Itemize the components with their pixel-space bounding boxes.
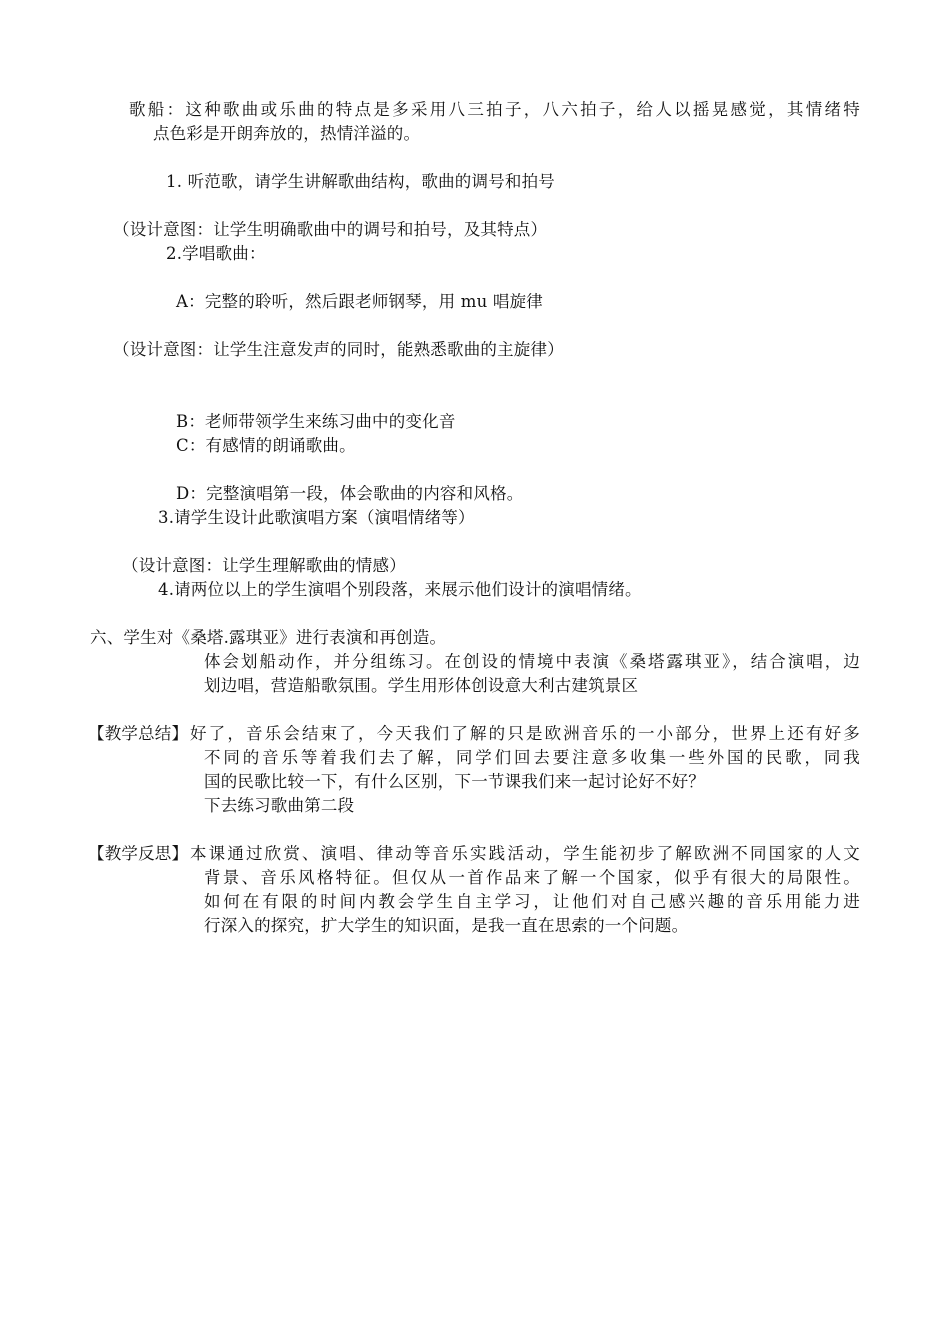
reflection-line-2: 背景、音乐风格特征。但仅从一首作品来了解一个国家，似乎有很大的局限性。 xyxy=(204,868,860,887)
step-2-a: A：完整的聆听，然后跟老师钢琴，用 mu 唱旋律 xyxy=(176,292,543,311)
intro-line-2: 点色彩是开朗奔放的，热情洋溢的。 xyxy=(153,124,421,143)
summary-line-2: 不同的音乐等着我们去了解，同学们回去要注意多收集一些外国的民歌，同我 xyxy=(204,748,860,767)
step-2: 2.学唱歌曲： xyxy=(166,244,266,263)
section-6-line-2: 划边唱，营造船歌氛围。学生用形体创设意大利古建筑景区 xyxy=(204,676,639,695)
summary-line-1: 好了，音乐会结束了，今天我们了解的只是欧洲音乐的一小部分，世界上还有好多 xyxy=(190,724,860,743)
section-6-title: 六、学生对《桑塔.露琪亚》进行表演和再创造。 xyxy=(90,628,447,647)
reflection-line-3: 如何在有限的时间内教会学生自主学习，让他们对自己感兴趣的音乐用能力进 xyxy=(204,892,860,911)
design-intent-3: （设计意图：让学生理解歌曲的情感） xyxy=(122,556,406,575)
step-1: 1. 听范歌，请学生讲解歌曲结构，歌曲的调号和拍号 xyxy=(166,172,555,191)
design-intent-1: （设计意图：让学生明确歌曲中的调号和拍号，及其特点） xyxy=(113,220,548,239)
design-intent-2: （设计意图：让学生注意发声的同时，能熟悉歌曲的主旋律） xyxy=(113,340,564,359)
summary-label: 【教学总结】 xyxy=(88,724,189,743)
step-2-b: B：老师带领学生来练习曲中的变化音 xyxy=(176,412,456,431)
step-2-c: C：有感情的朗诵歌曲。 xyxy=(176,436,356,455)
section-6-line-1: 体会划船动作，并分组练习。在创设的情境中表演《桑塔露琪亚》，结合演唱，边 xyxy=(204,652,860,671)
step-4: 4.请两位以上的学生演唱个别段落，来展示他们设计的演唱情绪。 xyxy=(158,580,642,599)
reflection-line-4: 行深入的探究，扩大学生的知识面，是我一直在思索的一个问题。 xyxy=(204,916,689,935)
reflection-label: 【教学反思】 xyxy=(88,844,189,863)
summary-line-3: 国的民歌比较一下，有什么区别，下一节课我们来一起讨论好不好？ xyxy=(204,772,705,791)
summary-line-4: 下去练习歌曲第二段 xyxy=(204,796,355,815)
intro-line-1: 歌船：这种歌曲或乐曲的特点是多采用八三拍子，八六拍子，给人以摇晃感觉，其情绪特 xyxy=(129,100,860,119)
step-2-d: D：完整演唱第一段，体会歌曲的内容和风格。 xyxy=(176,484,524,503)
step-3: 3.请学生设计此歌演唱方案（演唱情绪等） xyxy=(158,508,475,527)
reflection-line-1: 本课通过欣赏、演唱、律动等音乐实践活动，学生能初步了解欧洲不同国家的人文 xyxy=(190,844,860,863)
